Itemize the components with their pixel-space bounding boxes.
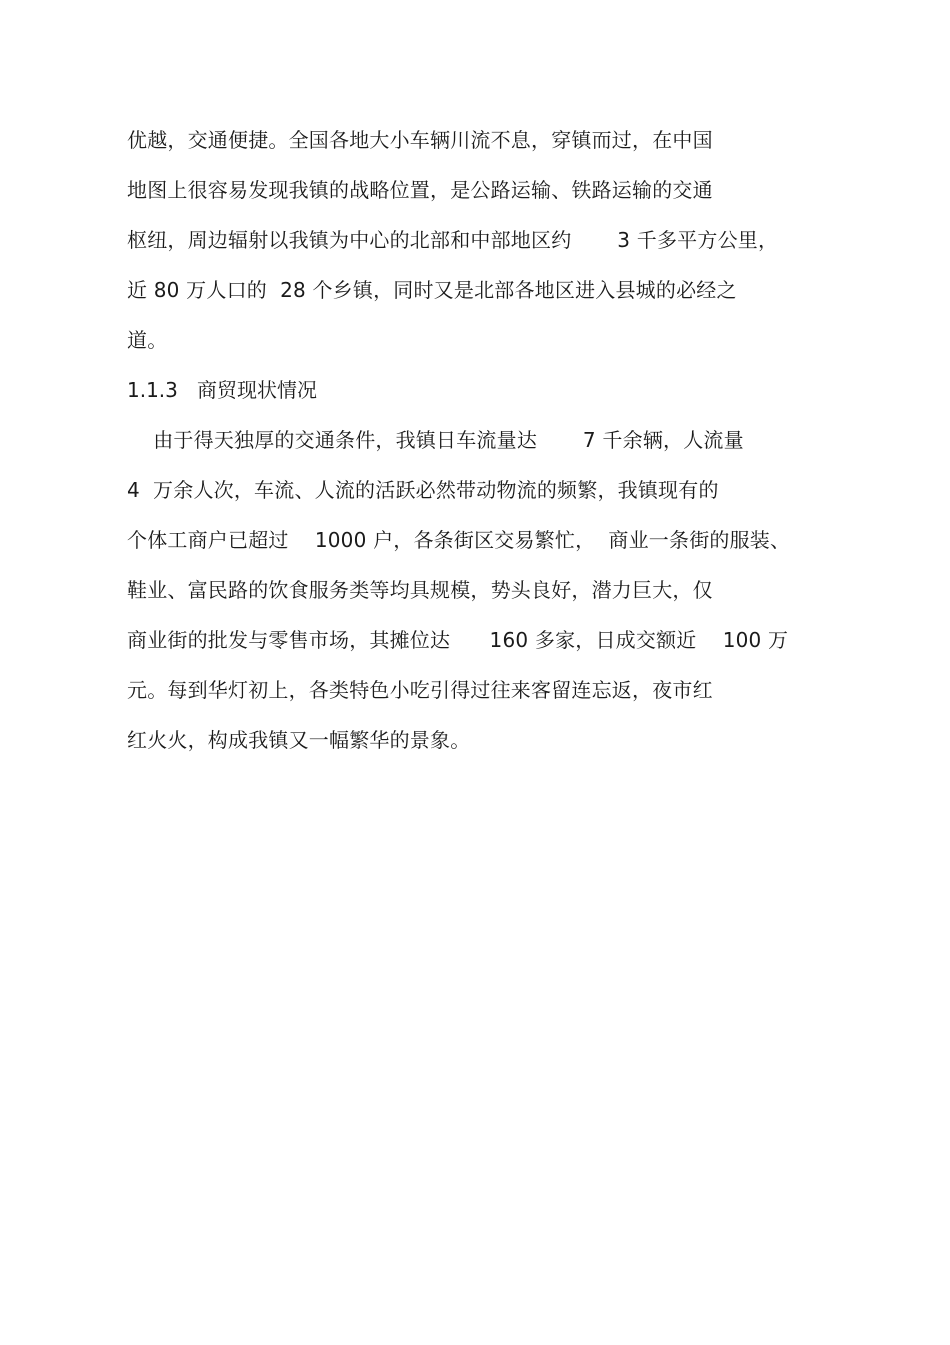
paragraph-line: 由于得天独厚的交通条件，我镇日车流量达 7 千余辆，人流量 <box>127 428 744 452</box>
section-heading: 1.1.3 商贸现状情况 <box>127 378 317 402</box>
paragraph-line: 地图上很容易发现我镇的战略位置，是公路运输、铁路运输的交通 <box>127 178 713 202</box>
paragraph-line: 道。 <box>127 328 168 352</box>
paragraph-line: 个体工商户已超过 1000 户，各条街区交易繁忙， 商业一条街的服装、 <box>127 528 791 552</box>
paragraph-line: 鞋业、富民路的饮食服务类等均具规模，势头良好，潜力巨大，仅 <box>127 578 713 602</box>
paragraph-line: 优越，交通便捷。全国各地大小车辆川流不息，穿镇而过，在中国 <box>127 128 713 152</box>
paragraph-line: 红火火，构成我镇又一幅繁华的景象。 <box>127 728 471 752</box>
paragraph-line: 枢纽，周边辐射以我镇为中心的北部和中部地区约 3 千多平方公里， <box>127 228 779 252</box>
paragraph-line: 商业街的批发与零售市场，其摊位达 160 多家，日成交额近 100 万 <box>127 628 789 652</box>
paragraph-line: 元。每到华灯初上，各类特色小吃引得过往来客留连忘返，夜市红 <box>127 678 713 702</box>
paragraph-line: 近 80 万人口的 28 个乡镇，同时又是北部各地区进入县城的必经之 <box>127 278 737 302</box>
paragraph-line: 4 万余人次，车流、人流的活跃必然带动物流的频繁，我镇现有的 <box>127 478 719 502</box>
